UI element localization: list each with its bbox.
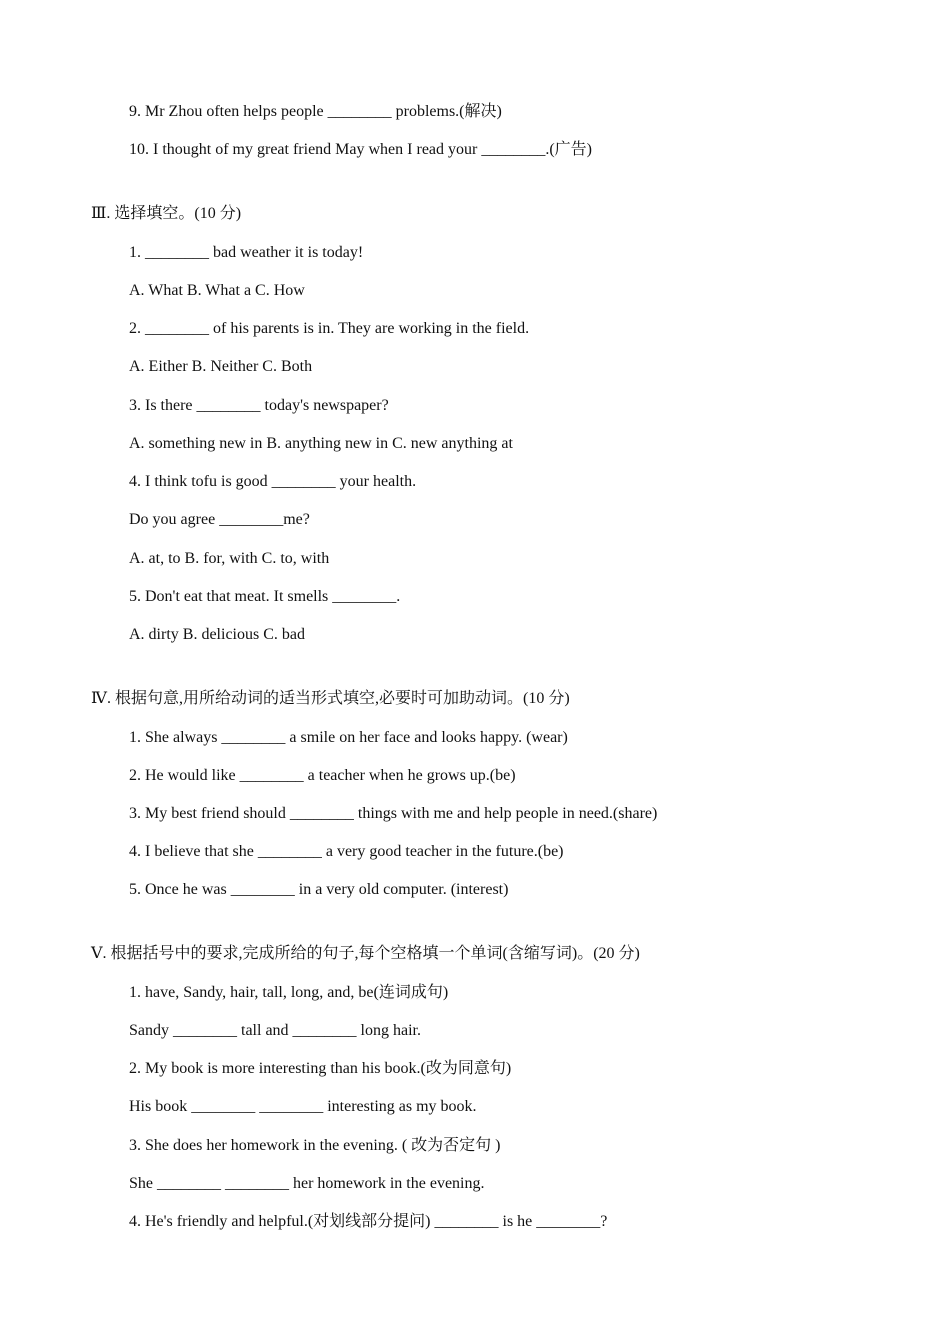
- s5-question-1-answer: Sandy ________ tall and ________ long hair.: [129, 1022, 421, 1039]
- question-9: 9. Mr Zhou often helps people ________ problems.(解决): [129, 103, 502, 120]
- s3-question-2: 2. ________ of his parents is in. They are working in the field.: [129, 320, 530, 337]
- s3-question-5-options: A. dirty B. delicious C. bad: [129, 626, 305, 643]
- s3-question-1-options: A. What B. What a C. How: [129, 282, 305, 299]
- s3-question-2-options: A. Either B. Neither C. Both: [129, 358, 313, 375]
- s3-question-4-followup: Do you agree ________me?: [129, 511, 310, 528]
- s4-question-4: 4. I believe that she ________ a very good teacher in the future.(be): [129, 843, 564, 860]
- s4-question-2: 2. He would like ________ a teacher when he grows up.(be): [129, 767, 516, 784]
- s4-question-5: 5. Once he was ________ in a very old computer. (interest): [129, 881, 509, 898]
- s5-question-2-answer: His book ________ ________ interesting as my book.: [129, 1098, 477, 1115]
- section-4-heading: Ⅳ. 根据句意,用所给动词的适当形式填空,必要时可加助动词。(10 分): [91, 690, 570, 707]
- s3-question-1: 1. ________ bad weather it is today!: [129, 244, 364, 261]
- s5-question-3-answer: She ________ ________ her homework in the evening.: [129, 1175, 485, 1192]
- s4-question-3: 3. My best friend should ________ things with me and help people in need.(share): [129, 805, 658, 822]
- question-10: 10. I thought of my great friend May when I read your ________.(广告): [129, 141, 593, 158]
- section-3-heading: Ⅲ. 选择填空。(10 分): [91, 205, 242, 222]
- s3-question-3-options: A. something new in B. anything new in C. new anything at: [129, 435, 513, 452]
- s3-question-4-options: A. at, to B. for, with C. to, with: [129, 550, 330, 567]
- s5-question-4: 4. He's friendly and helpful.(对划线部分提问) ________ is he ________?: [129, 1213, 608, 1230]
- s5-question-2: 2. My book is more interesting than his book.(改为同意句): [129, 1060, 512, 1077]
- s5-question-1: 1. have, Sandy, hair, tall, long, and, be(连词成句): [129, 984, 449, 1001]
- s3-question-4: 4. I think tofu is good ________ your health.: [129, 473, 417, 490]
- s3-question-3: 3. Is there ________ today's newspaper?: [129, 397, 389, 414]
- section-5-heading: Ⅴ. 根据括号中的要求,完成所给的句子,每个空格填一个单词(含缩写词)。(20 分): [91, 945, 640, 962]
- s4-question-1: 1. She always ________ a smile on her face and looks happy. (wear): [129, 729, 568, 746]
- s5-question-3: 3. She does her homework in the evening. ( 改为否定句 ): [129, 1137, 501, 1154]
- s3-question-5: 5. Don't eat that meat. It smells ________.: [129, 588, 401, 605]
